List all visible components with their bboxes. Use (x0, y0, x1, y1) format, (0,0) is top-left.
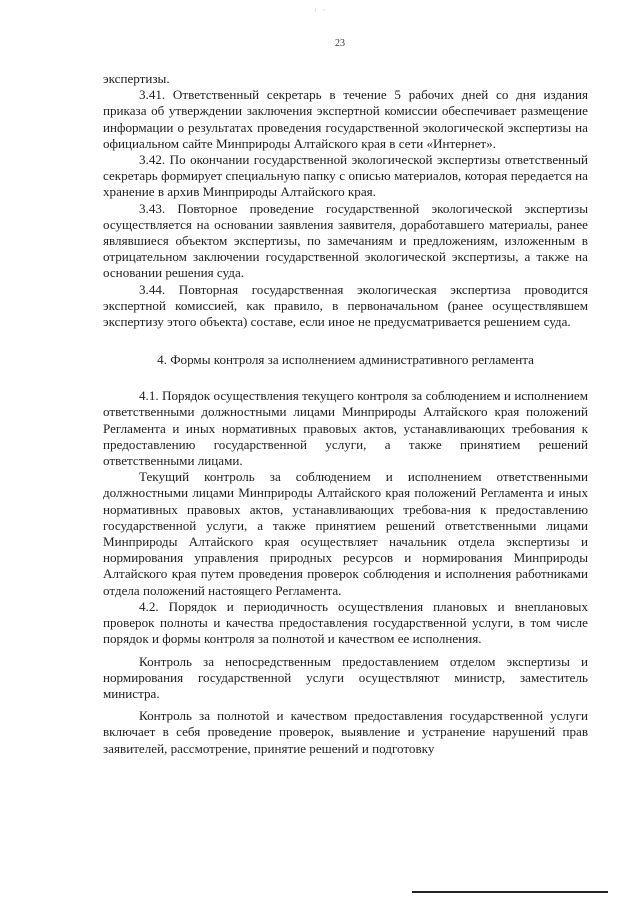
paragraph-continuation: экспертизы. (103, 71, 170, 86)
scan-mark: · · (314, 6, 328, 15)
paragraph-3-42: 3.42. По окончании государственной экологической экспертизы ответственный секретарь формирует специальную папку с описью материалов, которая передается на хранение в архив Минприроды Алтайского края. (103, 152, 588, 200)
paragraph-3-43: 3.43. Повторное проведение государственной экологической экспертизы осуществляется на основании заявления заявителя, доработавшего материалы, ранее являвшиеся объектом экспертизы, по замечаниям и предложениям, изложенным в отрицательном заключении государственной экологической экспертизы, а также на основании решения суда. (103, 200, 588, 281)
section-heading-4: 4. Формы контроля за исполнением административного регламента (157, 352, 534, 368)
paragraph-3-41: 3.41. Ответственный секретарь в течение 5 рабочих дней со дня издания приказа об утверждении заключения экспертной комиссии обеспечивает размещение информации о результатах проведения государственной экологической экспертизы на официальном сайте Минприроды Алтайского края в сети «Интернет». (103, 87, 588, 151)
paragraph-4-1-current-control: Текущий контроль за соблюдением и исполнением ответственными должностными лицами Минприроды Алтайского края положений Регламента и иных нормативных правовых актов, устанавливающих требова-ния к предоставлению государственной услуги, а также принятием решений ответственными лицами Минприроды Алтайского края осуществляет начальник отдела экспертизы и нормирования управления природных ресурсов и нормирования Минприроды Алтайского края путем проведения проверок соблюдения и исполнения работниками отдела положений настоящего Регламента. (103, 469, 588, 598)
bottom-rule (412, 891, 608, 893)
page-number: 23 (335, 38, 345, 49)
paragraph-4-2-quality-control: Контроль за полнотой и качеством предоставления государственной услуги включает в себя проведение проверок, выявление и устранение нарушений прав заявителей, рассмотрение, принятие решений и подготовку (103, 708, 588, 756)
paragraph-4-2: 4.2. Порядок и периодичность осуществления плановых и внеплановых проверок полноты и качества предоставления государственной услуги, в том числе порядок и формы контроля за полнотой и качеством ее исполнения. (103, 598, 588, 647)
paragraph-4-2-direct-control: Контроль за непосредственным предоставлением отделом экспертизы и нормирования государственной услуги осуществляют министр, заместитель министра. (103, 653, 588, 701)
document-body (103, 71, 588, 757)
paragraph-4-1: 4.1. Порядок осуществления текущего контроля за соблюдением и исполнением ответственными должностными лицами Минприроды Алтайского края положений Регламента и иных нормативных правовых актов, устанавливающих требования к предоставлению государственной услуги, а также принятием решений ответственными лицами. (103, 388, 588, 469)
paragraph-3-44: 3.44. Повторная государственная экологическая экспертиза проводится экспертной комиссией, как правило, в первоначальном (ранее осуществлявшем экспертизу этого объекта) составе, если иное не предусматривается решением суда. (103, 281, 588, 330)
